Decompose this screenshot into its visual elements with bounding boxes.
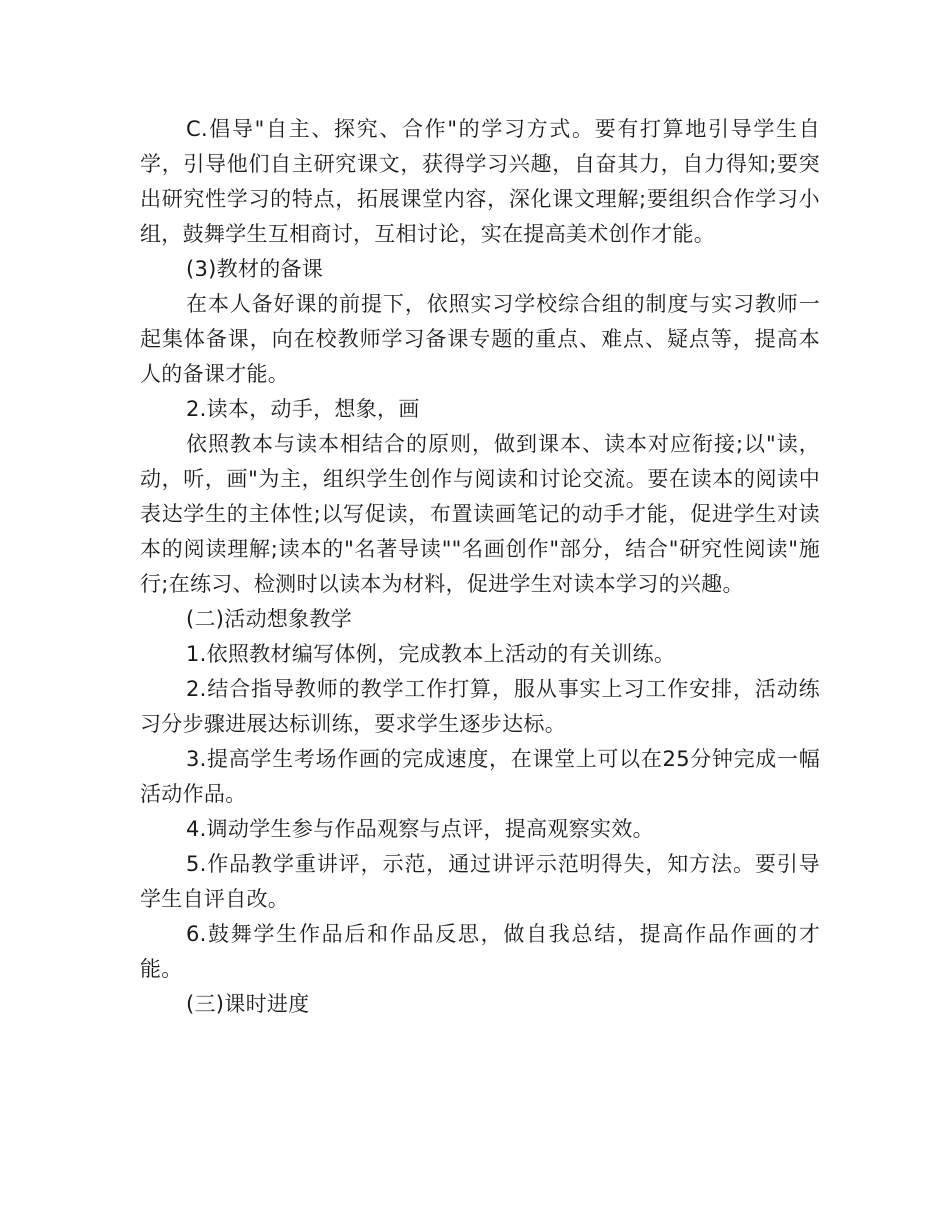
heading-lesson-schedule: (三)课时进度 [186, 992, 310, 1016]
paragraph-reader-principle: 依照教本与读本相结合的原则，做到课本、读本对应衔接;以"读，动，听，画"为主，组织学生创作与阅读和讨论交流。要在读本的阅读中表达学生的主体性;以写促读，布置读画笔记的动手才能，促进学生对读本的阅读理解;读本的"名著导读""名画创作"部分，结合"研究性阅读"施行;在练习、检测时以读本为材料，促进学生对读本学习的兴趣。 [140, 432, 820, 596]
list-item-3: 3.提高学生考场作画的完成速度，在课堂上可以在25分钟完成一幅活动作品。 [140, 747, 820, 806]
list-item-4: 4.调动学生参与作品观察与点评，提高观察实效。 [186, 817, 654, 841]
heading-reader-activities: 2.读本，动手，想象，画 [186, 397, 420, 421]
paragraph-learning-method: C.倡导"自主、探究、合作"的学习方式。要有打算地引导学生自学，引导他们自主研究课文，获得学习兴趣，自奋其力，自力得知;要突出研究性学习的特点，拓展课堂内容，深化课文理解;要组织合作学习小组，鼓舞学生互相商讨，互相讨论，实在提高美术创作才能。 [140, 117, 820, 246]
paragraph-collective-prep: 在本人备好课的前提下，依照实习学校综合组的制度与实习教师一起集体备课，向在校教师学习备课专题的重点、难点、疑点等，提高本人的备课才能。 [140, 292, 820, 386]
list-item-1: 1.依照教材编写体例，完成教本上活动的有关训练。 [186, 642, 676, 666]
list-item-2: 2.结合指导教师的教学工作打算，服从事实上习工作安排，活动练习分步骤进展达标训练，要求学生逐步达标。 [140, 677, 820, 736]
heading-textbook-lesson-prep: (3)教材的备课 [186, 257, 324, 281]
list-item-6: 6.鼓舞学生作品后和作品反思，做自我总结，提高作品作画的才能。 [140, 922, 820, 981]
heading-activity-teaching: (二)活动想象教学 [186, 607, 353, 631]
document-body [140, 112, 820, 1022]
list-item-5: 5.作品教学重讲评，示范，通过讲评示范明得失，知方法。要引导学生自评自改。 [140, 852, 820, 911]
